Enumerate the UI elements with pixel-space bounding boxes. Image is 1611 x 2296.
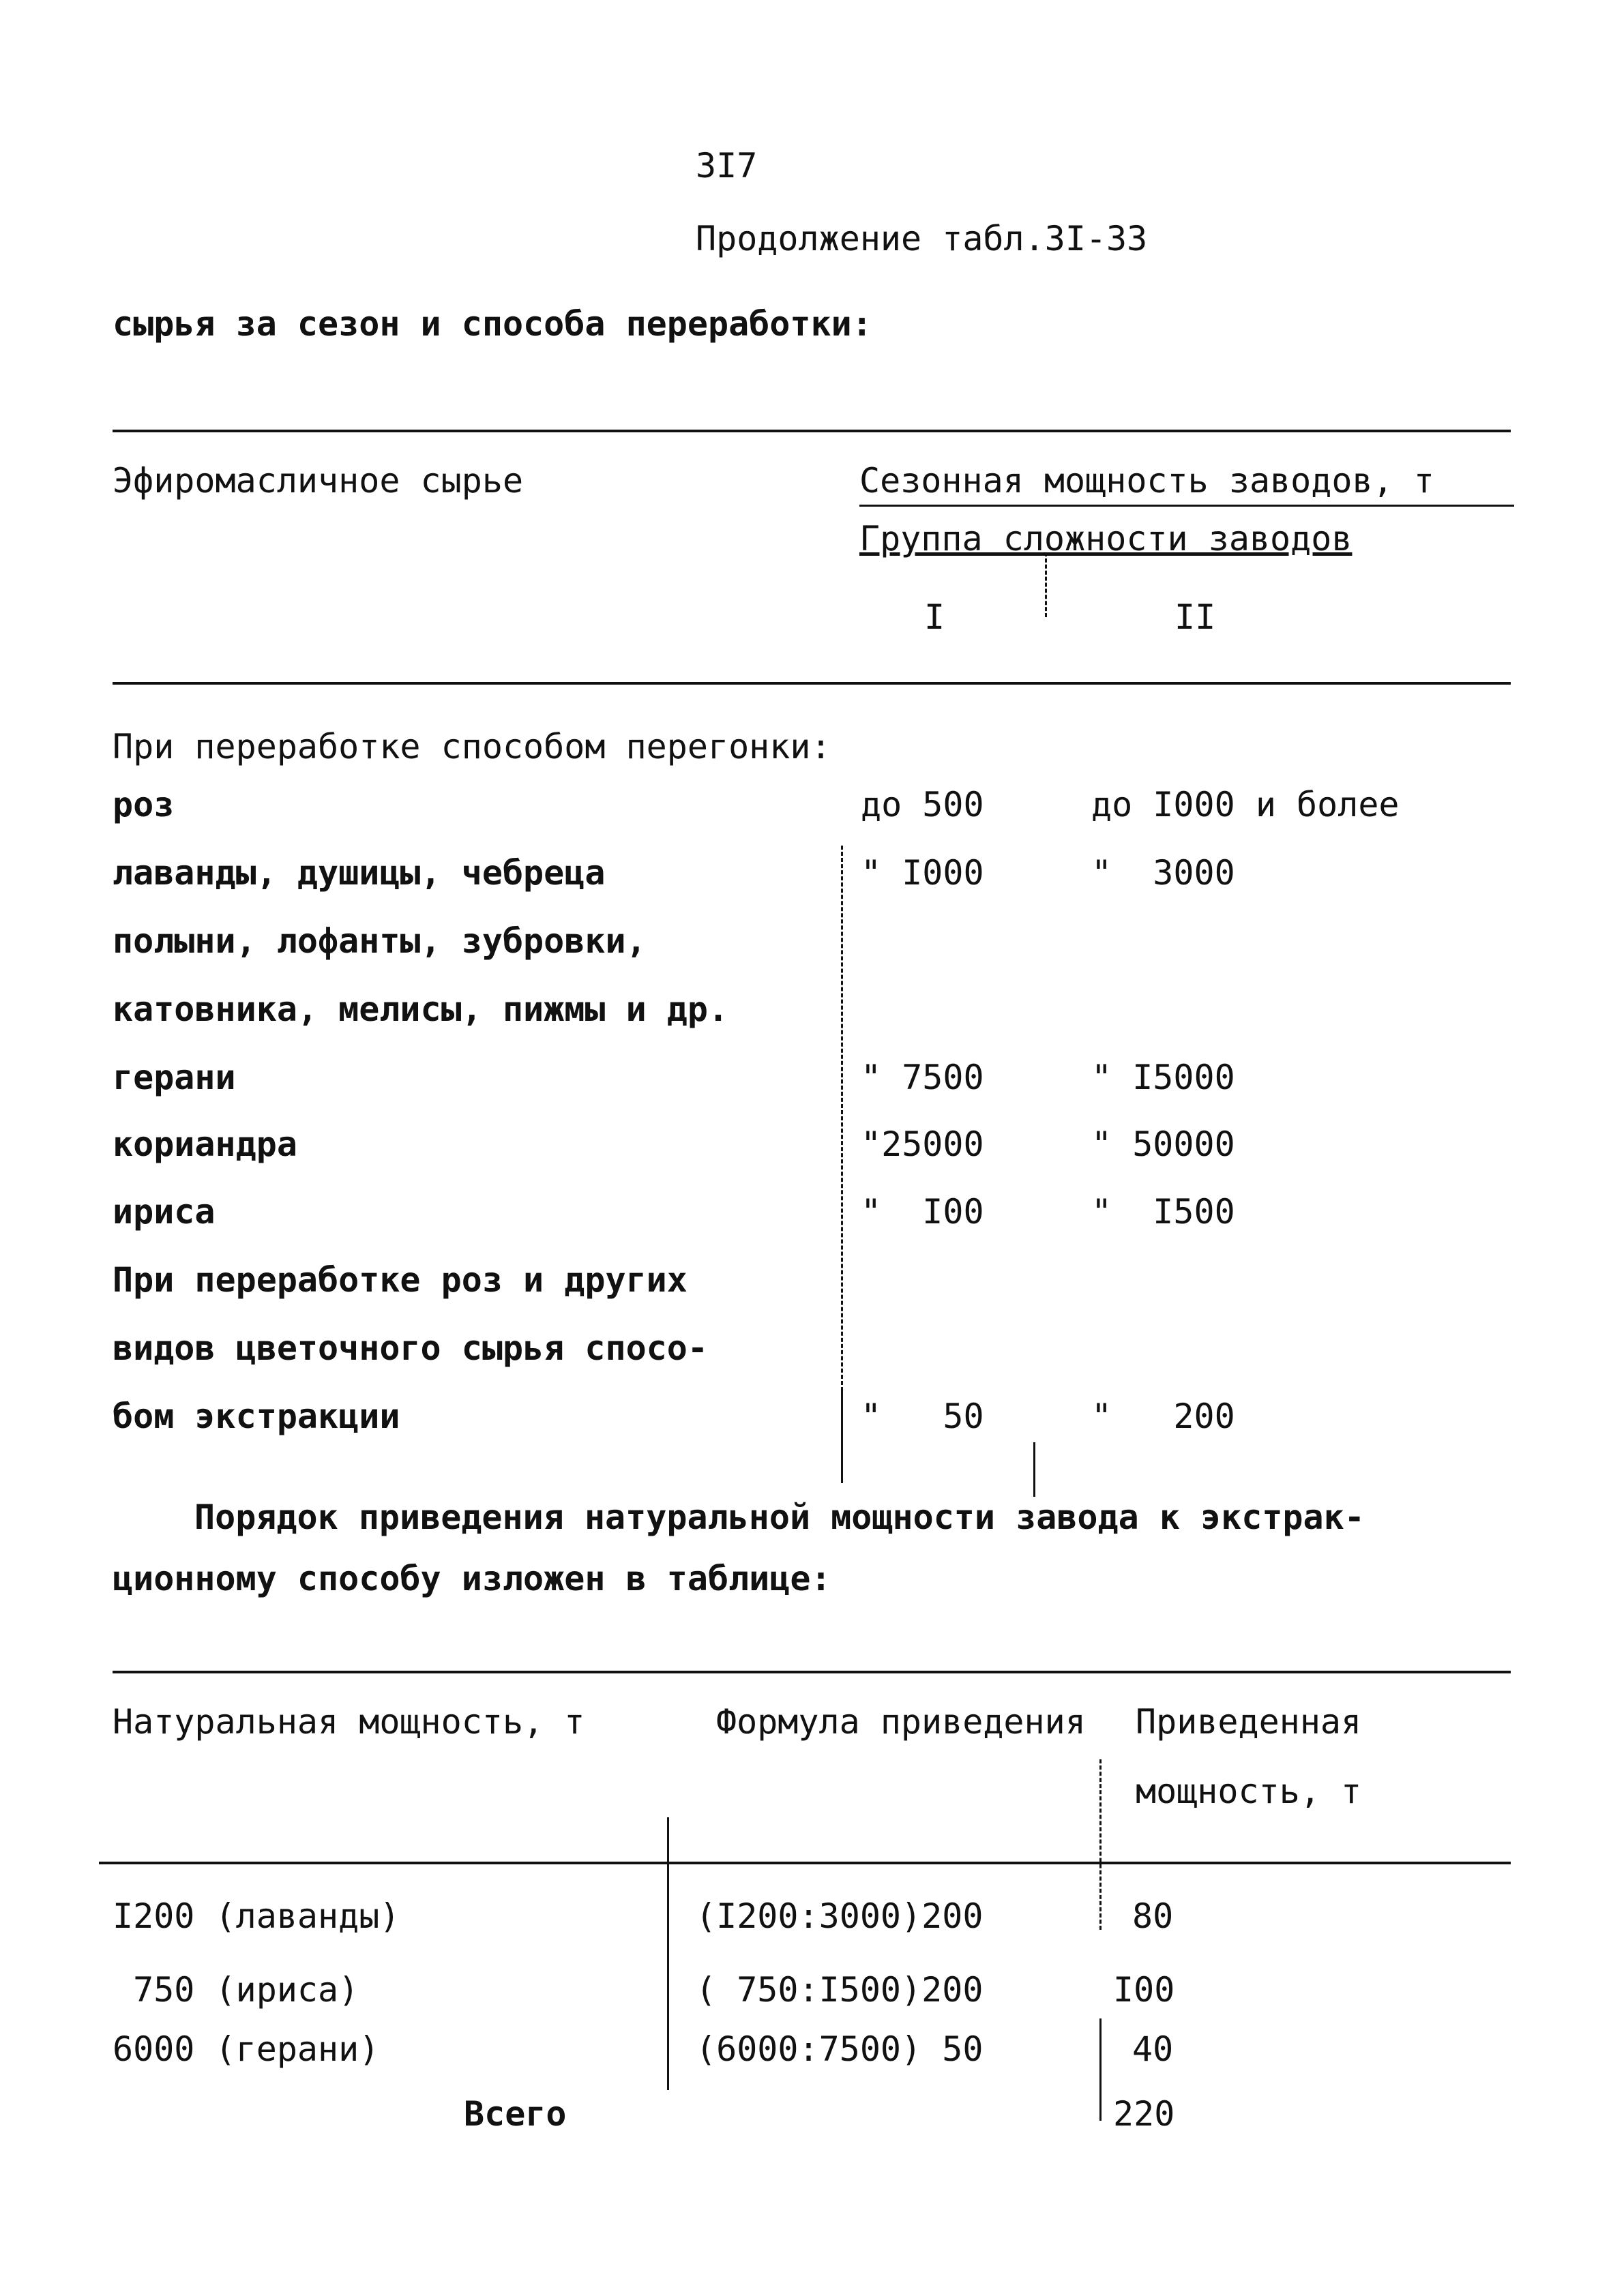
table1-row-c2: " 200	[1091, 1397, 1235, 1436]
table1-row-c1: " I00	[861, 1192, 984, 1232]
table2-row-formula: (I200:3000)200	[696, 1896, 984, 1936]
page-number: 3I7	[696, 146, 758, 185]
table2-col-reduced-1: Приведенная	[1136, 1702, 1362, 1742]
paragraph-line-1: Порядок приведения натуральной мощности завода к экстрак-	[194, 1497, 1365, 1537]
table1-group-2: II	[1174, 597, 1216, 637]
table1-column-divider	[841, 846, 843, 1391]
table1-group-1: I	[924, 597, 945, 637]
table2-col-natural: Натуральная мощность, т	[113, 1702, 585, 1742]
table1-row-name: бом экстракции	[113, 1397, 400, 1436]
table1-row-name: видов цветочного сырья спосо-	[113, 1328, 708, 1368]
table1-row-name: кориандра	[113, 1124, 297, 1164]
table1-row-c2: до I000 и более	[1091, 785, 1400, 824]
table2-total-label: Всего	[464, 2094, 567, 2134]
table1-capacity-rule	[859, 505, 1514, 507]
table2-row-natural: 750 (ириса)	[113, 1970, 359, 2010]
table2-row-formula: (6000:7500) 50	[696, 2029, 984, 2069]
table1-row-c2: " I5000	[1091, 1058, 1235, 1097]
table1-col-capacity: Сезонная мощность заводов, т	[859, 461, 1434, 501]
intro-line: сырья за сезон и способа переработки:	[113, 304, 872, 344]
table2-col-formula: Формула приведения	[716, 1702, 1086, 1742]
table2-row-reduced: I00	[1113, 1970, 1175, 2010]
table2-row-reduced: 80	[1132, 1896, 1174, 1936]
table2-row-reduced: 40	[1132, 2029, 1174, 2069]
table1-column-divider-2	[1033, 1442, 1035, 1497]
table1-row-c2: " 3000	[1091, 853, 1235, 893]
table1-col-group: Группа сложности заводов	[859, 519, 1353, 558]
table1-row-c1: " 7500	[861, 1058, 984, 1097]
table1-row-c1: " 50	[861, 1397, 984, 1436]
paragraph-line-2: ционному способу изложен в таблице:	[113, 1559, 831, 1598]
table1-row-name: катовника, мелисы, пижмы и др.	[113, 989, 729, 1029]
table2-col-reduced-2: мощность, т	[1136, 1772, 1362, 1811]
table1-row-name: лаванды, душицы, чебреца	[113, 853, 606, 893]
table2-column-divider-1	[667, 1817, 669, 2090]
table2-top-rule	[113, 1671, 1511, 1673]
table1-row-c2: " I500	[1091, 1192, 1235, 1232]
table1-row-name: герани	[113, 1058, 236, 1097]
table2-row-formula: ( 750:I500)200	[696, 1970, 984, 2010]
table1-group-divider	[1045, 552, 1047, 617]
table1-row-c2: " 50000	[1091, 1124, 1235, 1164]
table1-row-c1: "25000	[861, 1124, 984, 1164]
table1-row-name: роз	[113, 785, 175, 824]
table1-row-name: полыни, лофанты, зубровки,	[113, 921, 647, 961]
table1-column-divider-end	[841, 1391, 843, 1483]
table2-column-divider-2	[1099, 1759, 1102, 1930]
table2-total-value: 220	[1113, 2094, 1175, 2134]
table2-row-natural: 6000 (герани)	[113, 2029, 380, 2069]
table1-row-name: При переработке роз и других	[113, 1260, 688, 1300]
table1-section-heading: При переработке способом перегонки:	[113, 727, 831, 766]
table1-header-rule	[113, 682, 1511, 685]
table1-col-material: Эфиромасличное сырье	[113, 461, 524, 501]
table1-row-c1: " I000	[861, 853, 984, 893]
table2-row-natural: I200 (лаванды)	[113, 1896, 400, 1936]
table1-top-rule	[113, 430, 1511, 432]
table2-header-rule	[99, 1862, 1511, 1864]
table1-row-name: ириса	[113, 1192, 216, 1232]
table-continuation-label: Продолжение табл.3I-33	[696, 219, 1148, 258]
table1-row-c1: до 500	[861, 785, 984, 824]
table2-column-divider-2-lower	[1099, 2018, 1102, 2121]
